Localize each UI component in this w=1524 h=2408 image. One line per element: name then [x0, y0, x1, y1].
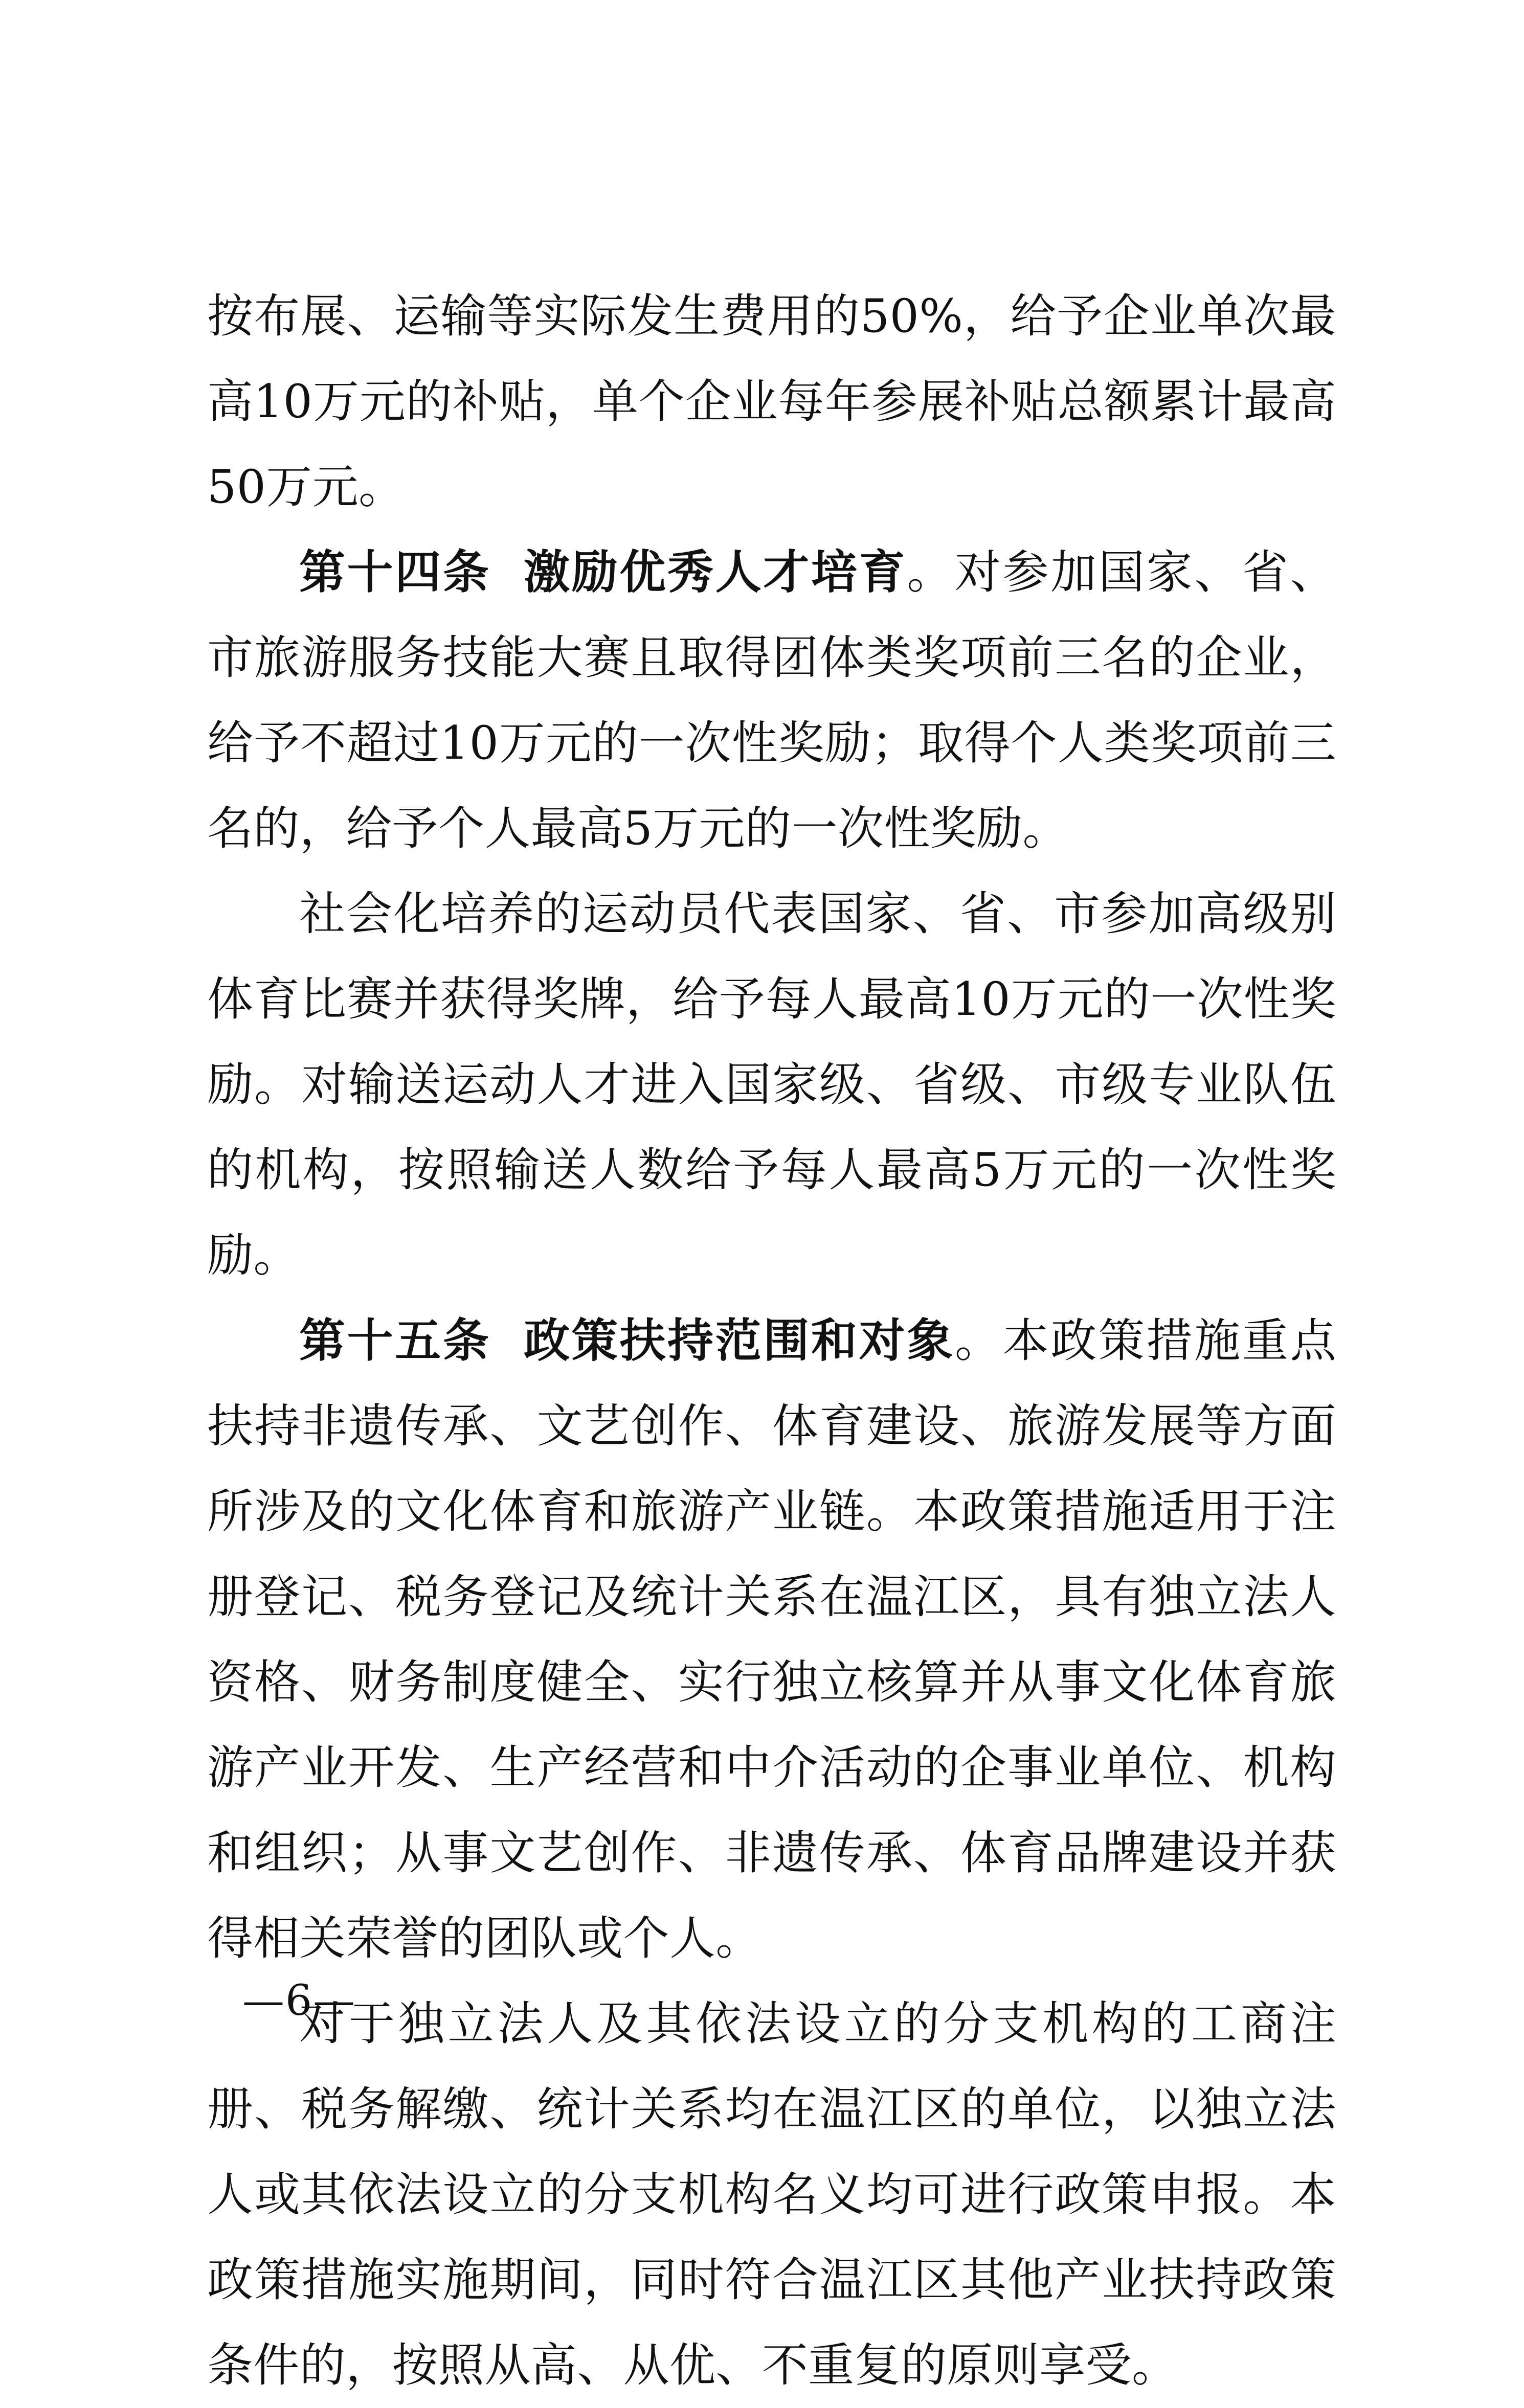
article-number: 第十五条 — [299, 1313, 491, 1368]
paragraph-article-14 — [207, 530, 1336, 871]
paragraph-text: 社会化培养的运动员代表国家、省、市参加高级别体育比赛并获得奖牌，给予每人最高10万元的一次性奖励。对输送运动人才进入国家级、省级、市级专业队伍的机构，按照输送人数给予每人最高5万元的一次性奖励。 — [207, 887, 1336, 1282]
article-gap — [491, 546, 524, 599]
paragraph-text: 按布展、运输等实际发生费用的50%，给予企业单次最高10万元的补贴，单个企业每年参展补贴总额累计最高50万元。 — [207, 289, 1336, 514]
paragraph-article-15 — [207, 1298, 1336, 1981]
article-gap — [491, 1314, 524, 1368]
article-title: 激励优秀人才培育 — [524, 545, 907, 599]
paragraph-branches — [207, 1981, 1336, 2408]
paragraph-text: 。对参加国家、省、市旅游服务技能大赛且取得团体类奖项前三名的企业，给予不超过10万元的一次性奖励；取得个人类奖项前三名的，给予个人最高5万元的一次性奖励。 — [207, 546, 1336, 855]
page-number: —6— — [242, 1977, 356, 2025]
paragraph-continued — [207, 274, 1336, 530]
document-body — [207, 274, 1336, 2408]
article-title: 政策扶持范围和对象 — [524, 1313, 955, 1368]
paragraph-athletes — [207, 871, 1336, 1298]
paragraph-text: 。本政策措施重点扶持非遗传承、文艺创作、体育建设、旅游发展等方面所涉及的文化体育和旅游产业链。本政策措施适用于注册登记、税务登记及统计关系在温江区，具有独立法人资格、财务制度健全、实行独立核算并从事文化体育旅游产业开发、生产经营和中介活动的企事业单位、机构和组织；从事文艺创作、非遗传承、体育品牌建设并获得相关荣誉的团队或个人。 — [207, 1314, 1336, 1965]
paragraph-text: 对于独立法人及其依法设立的分支机构的工商注册、税务解缴、统计关系均在温江区的单位，以独立法人或其依法设立的分支机构名义均可进行政策申报。本政策措施实施期间，同时符合温江区其他产业扶持政策条件的，按照从高、从优、不重复的原则享受。 — [207, 1997, 1336, 2392]
article-number: 第十四条 — [299, 545, 491, 599]
